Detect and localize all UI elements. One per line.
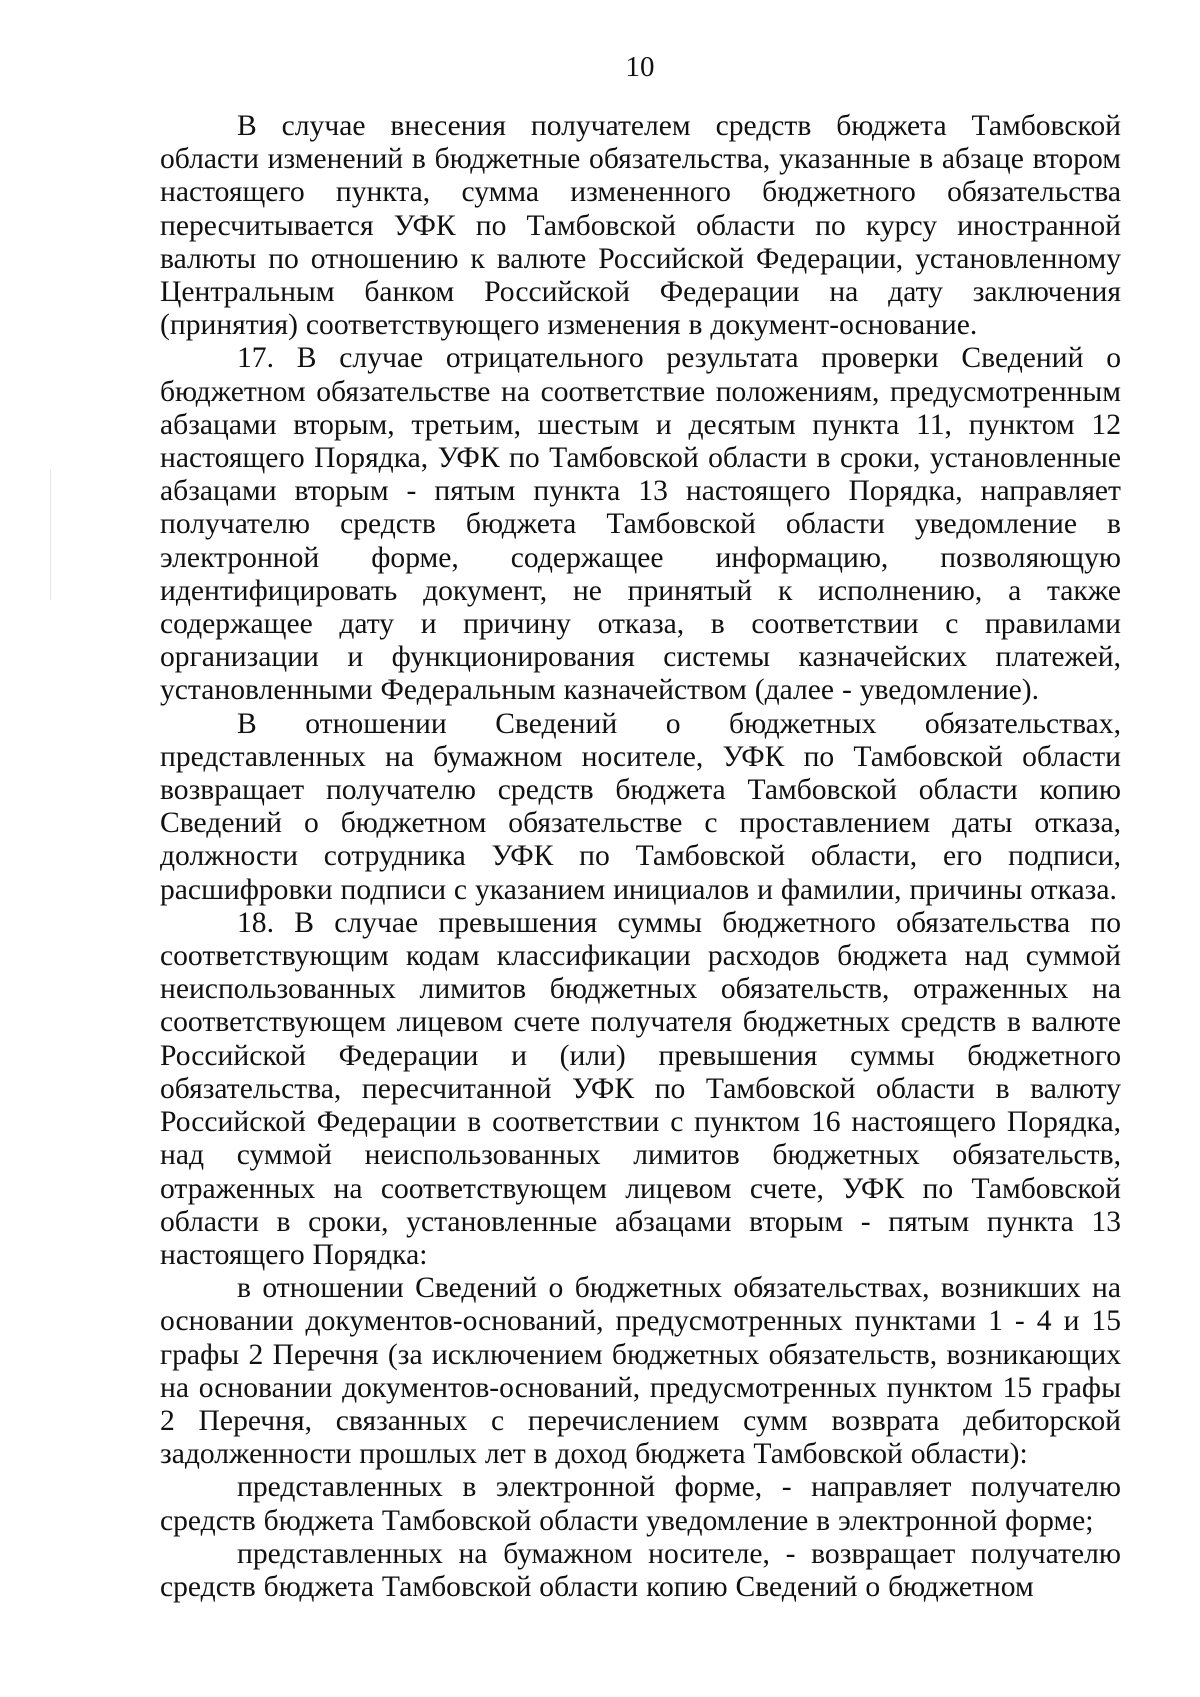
scan-margin-mark [50, 470, 51, 600]
paragraph-item-17: 17. В случае отрицательного результата проверки Сведений о бюджетном обязательстве на соответствие положениям, предусмотренным абзацами вторым, третьим, шестым и десятым пункта 11, пунктом 12 настоящего Порядка, УФК по Тамбовской области в сроки, установленные абзацами вторым - пятым пункта 13 настоящего Порядка, направляет получателю средств бюджета Тамбовской области уведомление в электронной форме, содержащее информацию, позволяющую идентифицировать документ, не принятый к исполнению, а также содержащее дату и причину отказа, в соответствии с правилами организации и функционирования системы казначейских платежей, установленными Федеральным казначейством (далее - уведомление). [160, 342, 1121, 707]
document-body [160, 110, 1121, 1604]
paragraph-paper-rejection: В отношении Сведений о бюджетных обязательствах, представленных на бумажном носителе, УФК по Тамбовской области возвращает получателю средств бюджета Тамбовской области копию Сведений о бюджетном обязательстве с проставлением даты отказа, должности сотрудника УФК по Тамбовской области, его подписи, расшифровки подписи с указанием инициалов и фамилии, причины отказа. [160, 707, 1121, 906]
paragraph-paper-form: представленных на бумажном носителе, - возвращает получателю средств бюджета Тамбовской области копию Сведений о бюджетном [160, 1537, 1121, 1603]
paragraph-documents-basis: в отношении Сведений о бюджетных обязательствах, возникших на основании документов-оснований, предусмотренных пунктами 1 - 4 и 15 графы 2 Перечня (за исключением бюджетных обязательств, возникающих на основании документов-оснований, предусмотренных пунктом 15 графы 2 Перечня, связанных с перечислением сумм возврата дебиторской задолженности прошлых лет в доход бюджета Тамбовской области): [160, 1272, 1121, 1471]
paragraph-electronic-form: представленных в электронной форме, - направляет получателю средств бюджета Тамбовской области уведомление в электронной форме; [160, 1471, 1121, 1537]
paragraph-currency-recalculation: В случае внесения получателем средств бюджета Тамбовской области изменений в бюджетные обязательства, указанные в абзаце втором настоящего пункта, сумма измененного бюджетного обязательства пересчитывается УФК по Тамбовской области по курсу иностранной валюты по отношению к валюте Российской Федерации, установленному Центральным банком Российской Федерации на дату заключения (принятия) соответствующего изменения в документ-основание. [160, 110, 1121, 342]
page-number: 10 [625, 51, 655, 83]
paragraph-item-18: 18. В случае превышения суммы бюджетного обязательства по соответствующим кодам классификации расходов бюджета над суммой неиспользованных лимитов бюджетных обязательств, отраженных на соответствующем лицевом счете получателя бюджетных средств в валюте Российской Федерации и (или) превышения суммы бюджетного обязательства, пересчитанной УФК по Тамбовской области в валюту Российской Федерации в соответствии с пунктом 16 настоящего Порядка, над суммой неиспользованных лимитов бюджетных обязательств, отраженных на соответствующем лицевом счете, УФК по Тамбовской области в сроки, установленные абзацами вторым - пятым пункта 13 настоящего Порядка: [160, 906, 1121, 1271]
